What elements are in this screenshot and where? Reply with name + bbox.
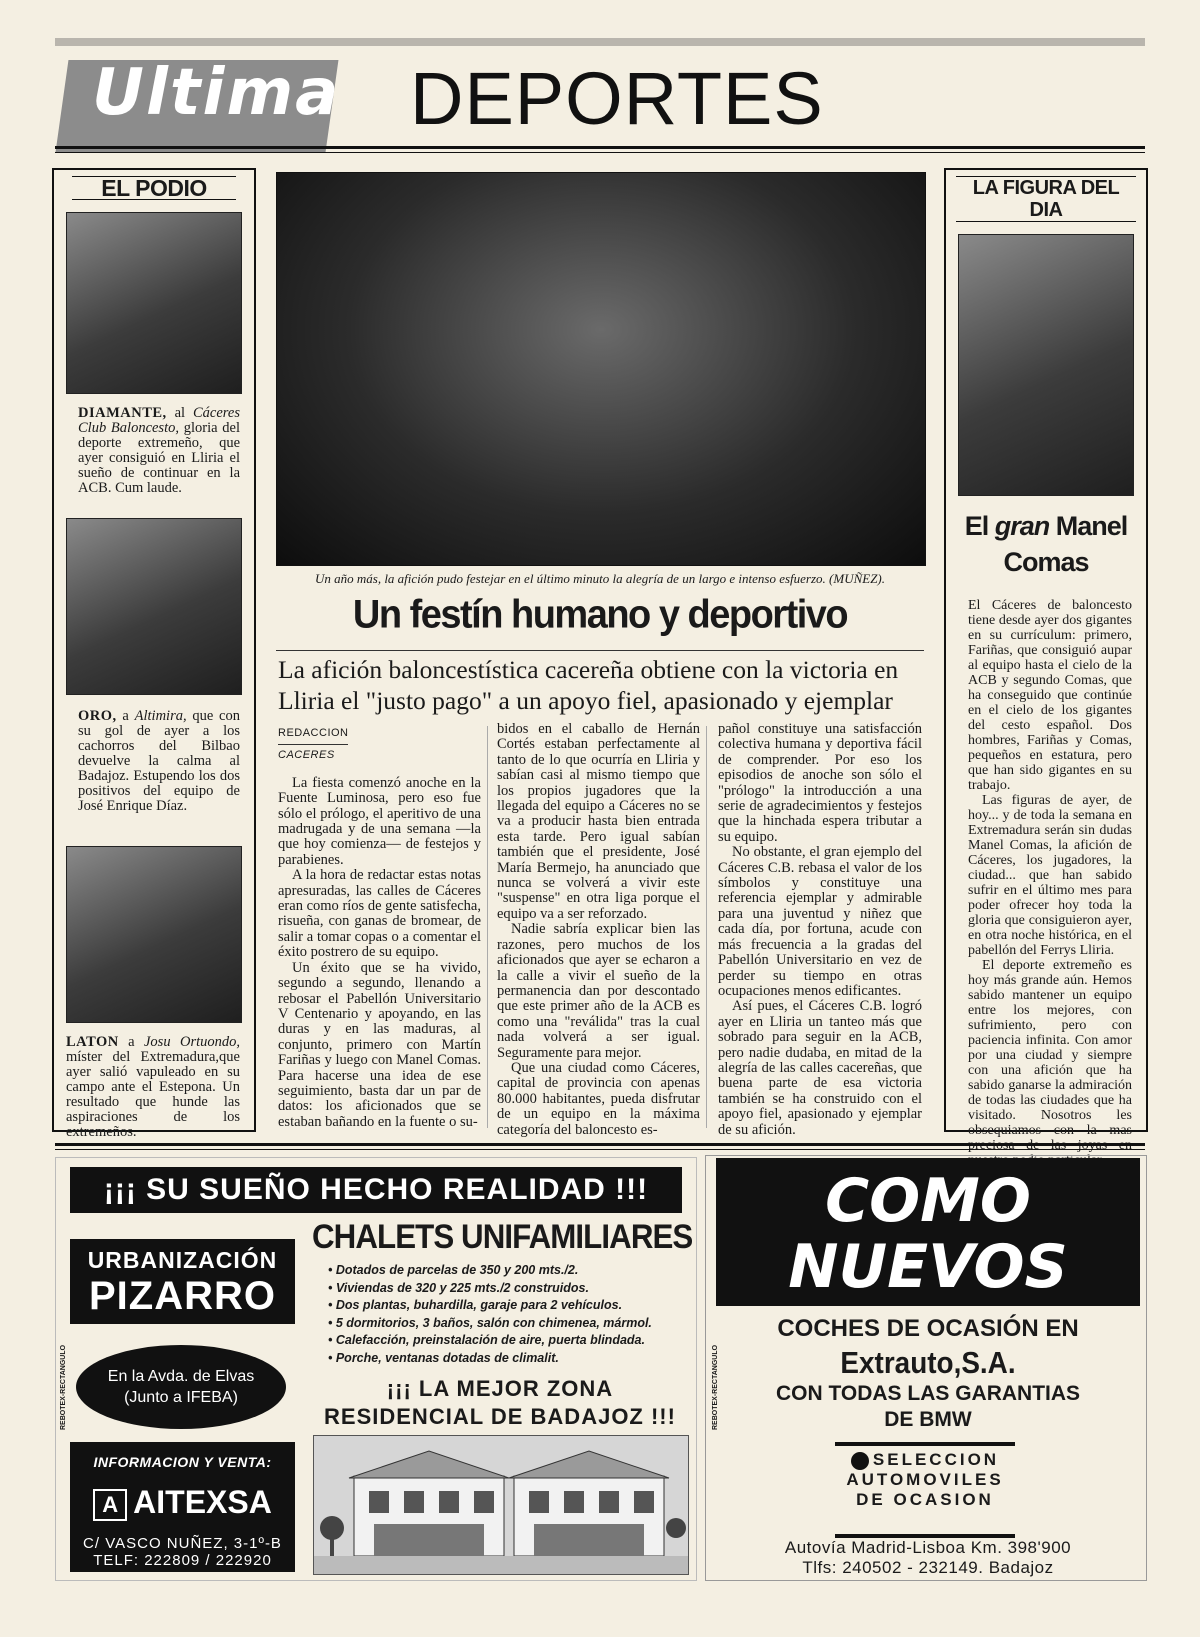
seleccion-line: SELECCION (835, 1450, 1015, 1470)
main-deck: La afición baloncestística cacereña obtiene con la victoria en Lliria el "justo pago" a un apoyo fiel, apasionado y ejemplar (278, 655, 899, 715)
top-rule (55, 38, 1145, 46)
figura-text (968, 598, 1132, 1168)
pizarro-name: PIZARRO (89, 1274, 276, 1318)
seleccion-line: DE OCASION (856, 1490, 994, 1509)
location-line: En la Avda. de Elvas (107, 1368, 255, 1385)
aitexsa-box (70, 1442, 295, 1572)
column-rule (487, 726, 488, 1128)
extrauto-contact (716, 1538, 1140, 1578)
main-headline: Un festín humano y deportivo (352, 592, 848, 638)
podio-photo-laton (66, 846, 242, 1023)
house-drawing (314, 1436, 688, 1574)
chalets-illustration (313, 1435, 689, 1575)
seleccion-logo (835, 1442, 1015, 1538)
aitexsa-logo-icon: A (93, 1489, 127, 1521)
urbanizacion-label: URBANIZACIÓN (87, 1247, 278, 1273)
pizarro-agency-credit: REBOTEX-RECTANGULO (60, 1344, 67, 1430)
chalets-features (328, 1262, 652, 1367)
figura-paragraph: El Cáceres de baloncesto tiene desde ayer dos gigantes en su currículum: primero, Fariñas, que consiguió aupar al equipo hasta el cielo de la ACB y segundo Comas, que ha conseguido que continúe en el cielo de los gigantes del cesto español. Dos hombres, Fariñas y Comas, pequeños en estatura, pero que han sido gigantes en su trabajo. (968, 598, 1132, 793)
aitexsa-address: C/ VASCO NUÑEZ, 3-1º-B (83, 1534, 282, 1552)
article-paragraph: A la hora de redactar estas notas apresuradas, las calles de Cáceres eran como ríos de gente satisfecha, risueña, con ganas de bromear, de salir a tomar copas o a comentar el éxito postrero de su equipo. (278, 867, 481, 961)
article-column-3 (718, 722, 922, 1138)
pizarro-urbanizacion-box (70, 1239, 295, 1324)
pizarro-location-oval (76, 1345, 286, 1429)
garantias-text: CON TODAS LAS GARANTIAS (775, 1382, 1081, 1405)
como-word: COMO (825, 1166, 1031, 1236)
feature-item: • Dos plantas, buhardilla, garaje para 2 vehículos. (328, 1298, 623, 1312)
extrauto-name: Extrauto,S.A. (840, 1345, 1016, 1380)
extrauto-address: Autovía Madrid-Lisboa Km. 398'900 (784, 1538, 1072, 1557)
como-nuevos-box (716, 1158, 1140, 1306)
aitexsa-name: AITEXSA (133, 1484, 272, 1520)
article-paragraph: Así pues, el Cáceres C.B. logró ayer en Lliria un tanteo más que sobrado para seguir en la ACB, pero nadie dudaba, en mitad de la alegría de las calles cacereñas, que buena parte de esa victoria también se ha construido con el apoyo fiel, apasionado y ejemplar de su afición. (718, 998, 922, 1138)
chalets-heading: CHALETS UNIFAMILIARES (312, 1218, 693, 1256)
figura-title: LA FIGURA DEL DIA (956, 176, 1136, 222)
article-paragraph: pañol constituye una satisfacción colectiva humana y deportiva fácil de comprender. Por eso los episodios de anoche son sólo el "prólogo" la introducción a una serie de agradecimientos y festejos que la hinchada espera tributar a su equipo. (718, 721, 922, 845)
garantias-line (716, 1381, 1140, 1433)
podio-caption-oro: ORO, a Altimira, que con su gol de ayer a los cachorros del Bilbao devuelve la calma al Badajoz. Estupendo los dos positivos del equipo de José Enrique Díaz. (78, 708, 240, 814)
byline: REDACCION (278, 727, 349, 739)
podio-photo-diamante (66, 212, 242, 394)
dateline: CACERES (278, 749, 335, 762)
figura-box (944, 168, 1148, 1138)
podio-box (52, 168, 256, 1140)
section-logo: Ultima (92, 56, 341, 130)
location-line: (Junto a IFEBA) (124, 1389, 238, 1406)
column-rule (706, 726, 707, 1128)
nuevos-word: NUEVOS (788, 1232, 1068, 1302)
info-label: INFORMACION Y VENTA: (93, 1454, 272, 1470)
aitexsa-phone: TELF: 222809 / 222920 (93, 1551, 272, 1569)
feature-item: • Viviendas de 320 y 225 mts./2 construidos. (328, 1280, 589, 1295)
feature-item: • Calefacción, preinstalación de aire, puerta blindada. (328, 1333, 645, 1347)
feature-item: • Dotados de parcelas de 350 y 200 mts./2. (328, 1263, 579, 1277)
podio-caption-diamante: DIAMANTE, al Cáceres Club Baloncesto, gloria del deporte extremeño, que ayer consiguió en Lliria el sueño de continuar en la ACB. Cum laude. (78, 405, 240, 496)
header-rule (55, 146, 1145, 149)
figura-paragraph: Las figuras de ayer, de hoy... y de toda la semana en Extremadura serán sin dudas Manel Comas, la afición de Cáceres, los jugadores, la ciudad... que han sabido sufrir en el último mes para poder ofrecer hoy toda la gloria que consiguieron ayer, en otra noche histórica, en el pabellón del Ferrys Lliria. (968, 793, 1132, 958)
article-paragraph: Que una ciudad como Cáceres, capital de provincia con apenas 80.000 habitantes, pueda disfrutar de un equipo en la máxima categoría del baloncesto es- (497, 1059, 700, 1138)
byline-rule (278, 744, 348, 745)
figura-photo (958, 234, 1134, 496)
section-title: DEPORTES (410, 57, 824, 140)
extrauto-agency-credit: REBOTEX-RECTANGULO (712, 1344, 719, 1430)
figura-paragraph: El deporte extremeño es hoy más grande aún. Hemos sabido mantener un equipo entre los mejores, con sufrimiento, pero con paciencia infinita. Con amor por una ciudad y siempre con una afición que ha sabido ganarse la admiración de todas las ciudades que ha visitado. Nosotros les obsequiamos con la mas (968, 958, 1132, 1138)
extrauto-phones: Tlfs: 240502 - 232149. Badajoz (802, 1558, 1054, 1577)
article-paragraph: La fiesta comenzó anoche en la Fuente Luminosa, pero eso fue sólo el prólogo, el aperitivo de una madrugada y de una semana —la que hoy comienza— de festejos y parabienes. (278, 774, 481, 868)
ads-rule (55, 1143, 1145, 1146)
article-paragraph: Nadie sabría explicar bien las razones, pero muchos de los aficionados que ayer se echaron a la calle a vivir el sueño de la permanencia dan por descontado que este primer año de la ACB es como una "reválida" tras la cual nada volverá a ser igual. Seguramente para mejor. (497, 921, 700, 1061)
feature-item: • 5 dormitorios, 3 baños, salón con chimenea, mármol. (328, 1315, 652, 1330)
podio-title: EL PODIO (72, 176, 236, 200)
podio-caption-laton: LATON a Josu Ortuondo, míster del Extremadura,que ayer salió vapuleado en su campo ante el Estepona. Un resultado que hunde las aspiraciones de los extremeños. (66, 1034, 240, 1140)
seleccion-line: AUTOMOVILES (846, 1470, 1004, 1489)
article-column-1 (278, 726, 481, 1130)
article-column-2 (497, 722, 700, 1138)
header-rule-thin (55, 152, 1145, 153)
pizarro-banner: ¡¡¡ SU SUEÑO HECHO REALIDAD !!! (70, 1167, 682, 1213)
coches-line: COCHES DE OCASIÓN EN (777, 1315, 1079, 1342)
article-paragraph: Un éxito que se ha vivido, segundo a segundo, llenando a rebosar el Pabellón Universitario V Centenario y apoyando, en las duras y en las maduras, al conjunto, primero con Martín Fariñas y luego con Manel Comas. Para hacerse una idea de ese seguimiento, basta dar un par de datos: los aficionados que se estaban bañando en la fuente o su- (278, 959, 481, 1130)
mejor-zona-slogan: ¡¡¡ LA MEJOR ZONA RESIDENCIAL DE BADAJOZ !!! (324, 1376, 676, 1429)
ads-rule-thin (55, 1149, 1145, 1150)
deck-rule (276, 650, 924, 651)
main-photo-caption: Un año más, la afición pudo festejar en el último minuto la alegría de un largo e intenso esfuerzo. (MUÑEZ). (314, 571, 886, 586)
article-paragraph: No obstante, el gran ejemplo del Cáceres C.B. rebasa el valor de los símbolos y constituye una referencia ejemplar y admirable para una juventud y niñez que cada día, por fortuna, acude con más frecuencia a la gradas del Pabellón Universitario en vez de perder su tiempo en otras ocupaciones menos edificantes. (718, 844, 922, 999)
bmw-text: DE BMW (884, 1408, 972, 1431)
main-photo (276, 172, 926, 566)
article-paragraph: bidos en el caballo de Hernán Cortés estaban perfectamente al tanto de lo que ocurría en Lliria y sabían casi al mismo tiempo que los propios jugadores que la llegada del equipo a Cáceres no se va a producir hasta bien entrada esta tarde. Pero igual sabían también que el presidente, José María Bermejo, ha anunciado que nunca se volverá a vivir este "suspense" en otra liga porque el equipo va a ser reforzado. (497, 721, 700, 922)
feature-item: • Porche, ventanas dotadas de climalit. (328, 1350, 559, 1365)
aitexsa-logo (70, 1484, 295, 1521)
podio-photo-oro (66, 518, 242, 695)
bmw-roundel-icon (851, 1452, 869, 1470)
figura-headline: El gran Manel Comas (964, 511, 1128, 577)
